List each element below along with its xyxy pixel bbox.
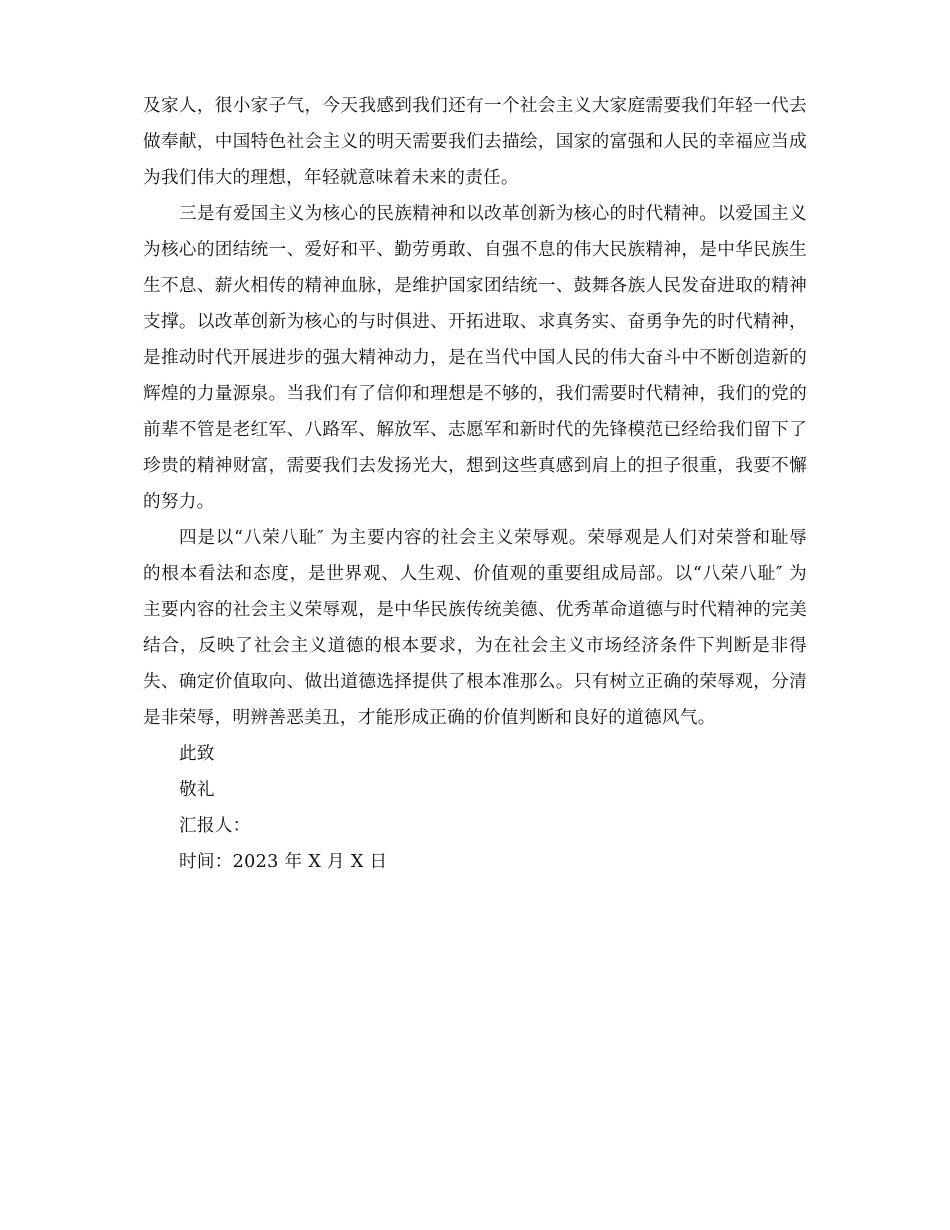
closing-salutation: 此致 <box>179 744 215 764</box>
reporter-line: 汇报人： <box>179 816 251 836</box>
document-body <box>143 88 807 880</box>
closing-regards: 敬礼 <box>179 780 215 800</box>
date-line: 时间：2023 年 X 月 X 日 <box>179 852 388 872</box>
paragraph-1: 及家人，很小家子气，今天我感到我们还有一个社会主义大家庭需要我们年轻一代去做奉献，中国特色社会主义的明天需要我们去描绘，国家的富强和人民的幸福应当成为我们伟大的理想，年轻就意味着未来的责任。 <box>143 96 807 188</box>
paragraph-3: 四是以“八荣八耻″ 为主要内容的社会主义荣辱观。荣辱观是人们对荣誉和耻辱的根本看法和态度，是世界观、人生观、价值观的重要组成局部。以“八荣八耻″ 为主要内容的社会主义荣辱观，是中华民族传统美德、优秀革命道德与时代精神的完美结合，反映了社会主义道德的根本要求，为在社会主义市场经济条件下判断是非得失、确定价值取向、做出道德选择提供了根本准那么。只有树立正确的荣辱观，分清是非荣辱，明辨善恶美丑，才能形成正确的价值判断和良好的道德风气。 <box>143 528 807 728</box>
paragraph-2: 三是有爱国主义为核心的民族精神和以改革创新为核心的时代精神。以爱国主义为核心的团结统一、爱好和平、勤劳勇敢、自强不息的伟大民族精神，是中华民族生生不息、薪火相传的精神血脉，是维护国家团结统一、鼓舞各族人民发奋进取的精神支撑。以改革创新为核心的与时俱进、开拓进取、求真务实、奋勇争先的时代精神，是推动时代开展进步的强大精神动力，是在当代中国人民的伟大奋斗中不断创造新的辉煌的力量源泉。当我们有了信仰和理想是不够的，我们需要时代精神，我们的党的前辈不管是老红军、八路军、解放军、志愿军和新时代的先锋模范已经给我们留下了珍贵的精神财富，需要我们去发扬光大，想到这些真感到肩上的担子很重，我要不懈的努力。 <box>143 204 807 512</box>
